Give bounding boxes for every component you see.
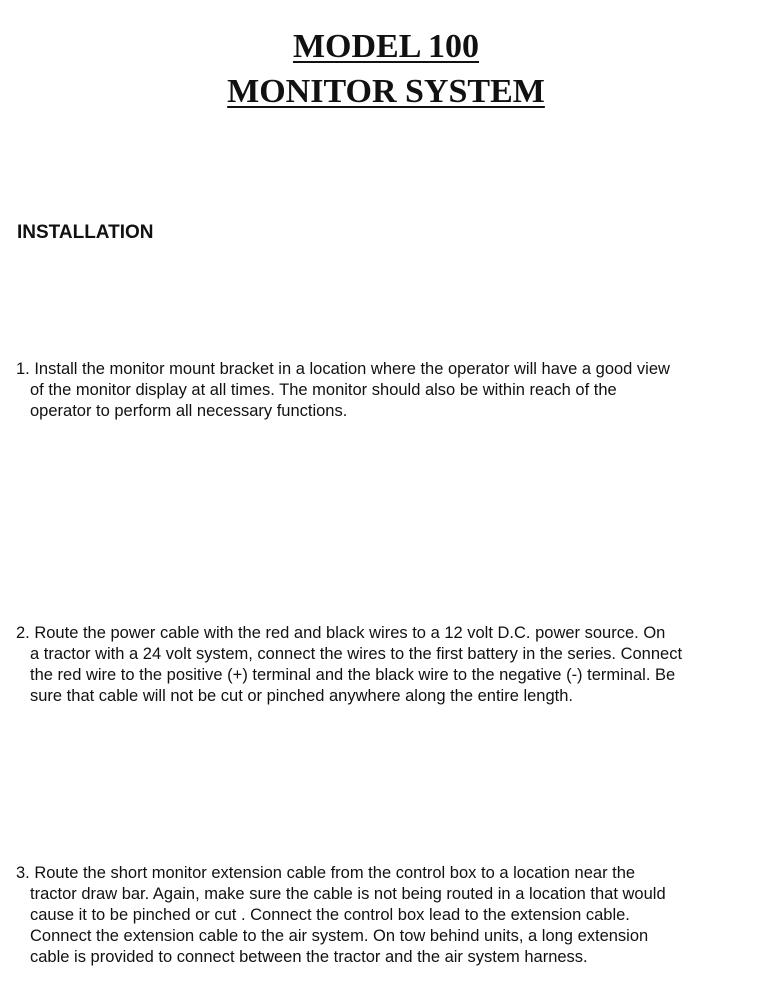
step-3-line-1: 3. Route the short monitor extension cable from the control box to a location near the xyxy=(16,864,636,882)
instruction-step-2 xyxy=(16,623,756,707)
step-3-line-4: Connect the extension cable to the air system. On tow behind units, a long extension xyxy=(30,927,649,945)
step-3-line-5: cable is provided to connect between the tractor and the air system harness. xyxy=(30,948,588,966)
instruction-step-3 xyxy=(16,863,756,968)
step-3-line-2: tractor draw bar. Again, make sure the cable is not being routed in a location that would xyxy=(30,885,666,903)
step-2-line-3: the red wire to the positive (+) terminal and the black wire to the negative (-) terminal. Be xyxy=(30,666,676,684)
document-title-line-1: MODEL 100 xyxy=(292,28,480,65)
section-heading-installation: INSTALLATION xyxy=(17,222,154,243)
document-title-line-2: MONITOR SYSTEM xyxy=(227,73,545,110)
step-1-line-3: operator to perform all necessary functions. xyxy=(30,402,348,420)
instruction-step-1 xyxy=(16,359,756,422)
step-2-line-4: sure that cable will not be cut or pinched anywhere along the entire length. xyxy=(30,687,574,705)
step-2-line-1: 2. Route the power cable with the red and black wires to a 12 volt D.C. power source. On xyxy=(16,624,666,642)
step-1-line-1: 1. Install the monitor mount bracket in a location where the operator will have a good view xyxy=(16,360,670,378)
step-1-line-2: of the monitor display at all times. The monitor should also be within reach of the xyxy=(30,381,617,399)
step-3-line-3: cause it to be pinched or cut . Connect the control box lead to the extension cable. xyxy=(30,906,630,924)
step-2-line-2: a tractor with a 24 volt system, connect the wires to the first battery in the series. Connect xyxy=(30,645,683,663)
